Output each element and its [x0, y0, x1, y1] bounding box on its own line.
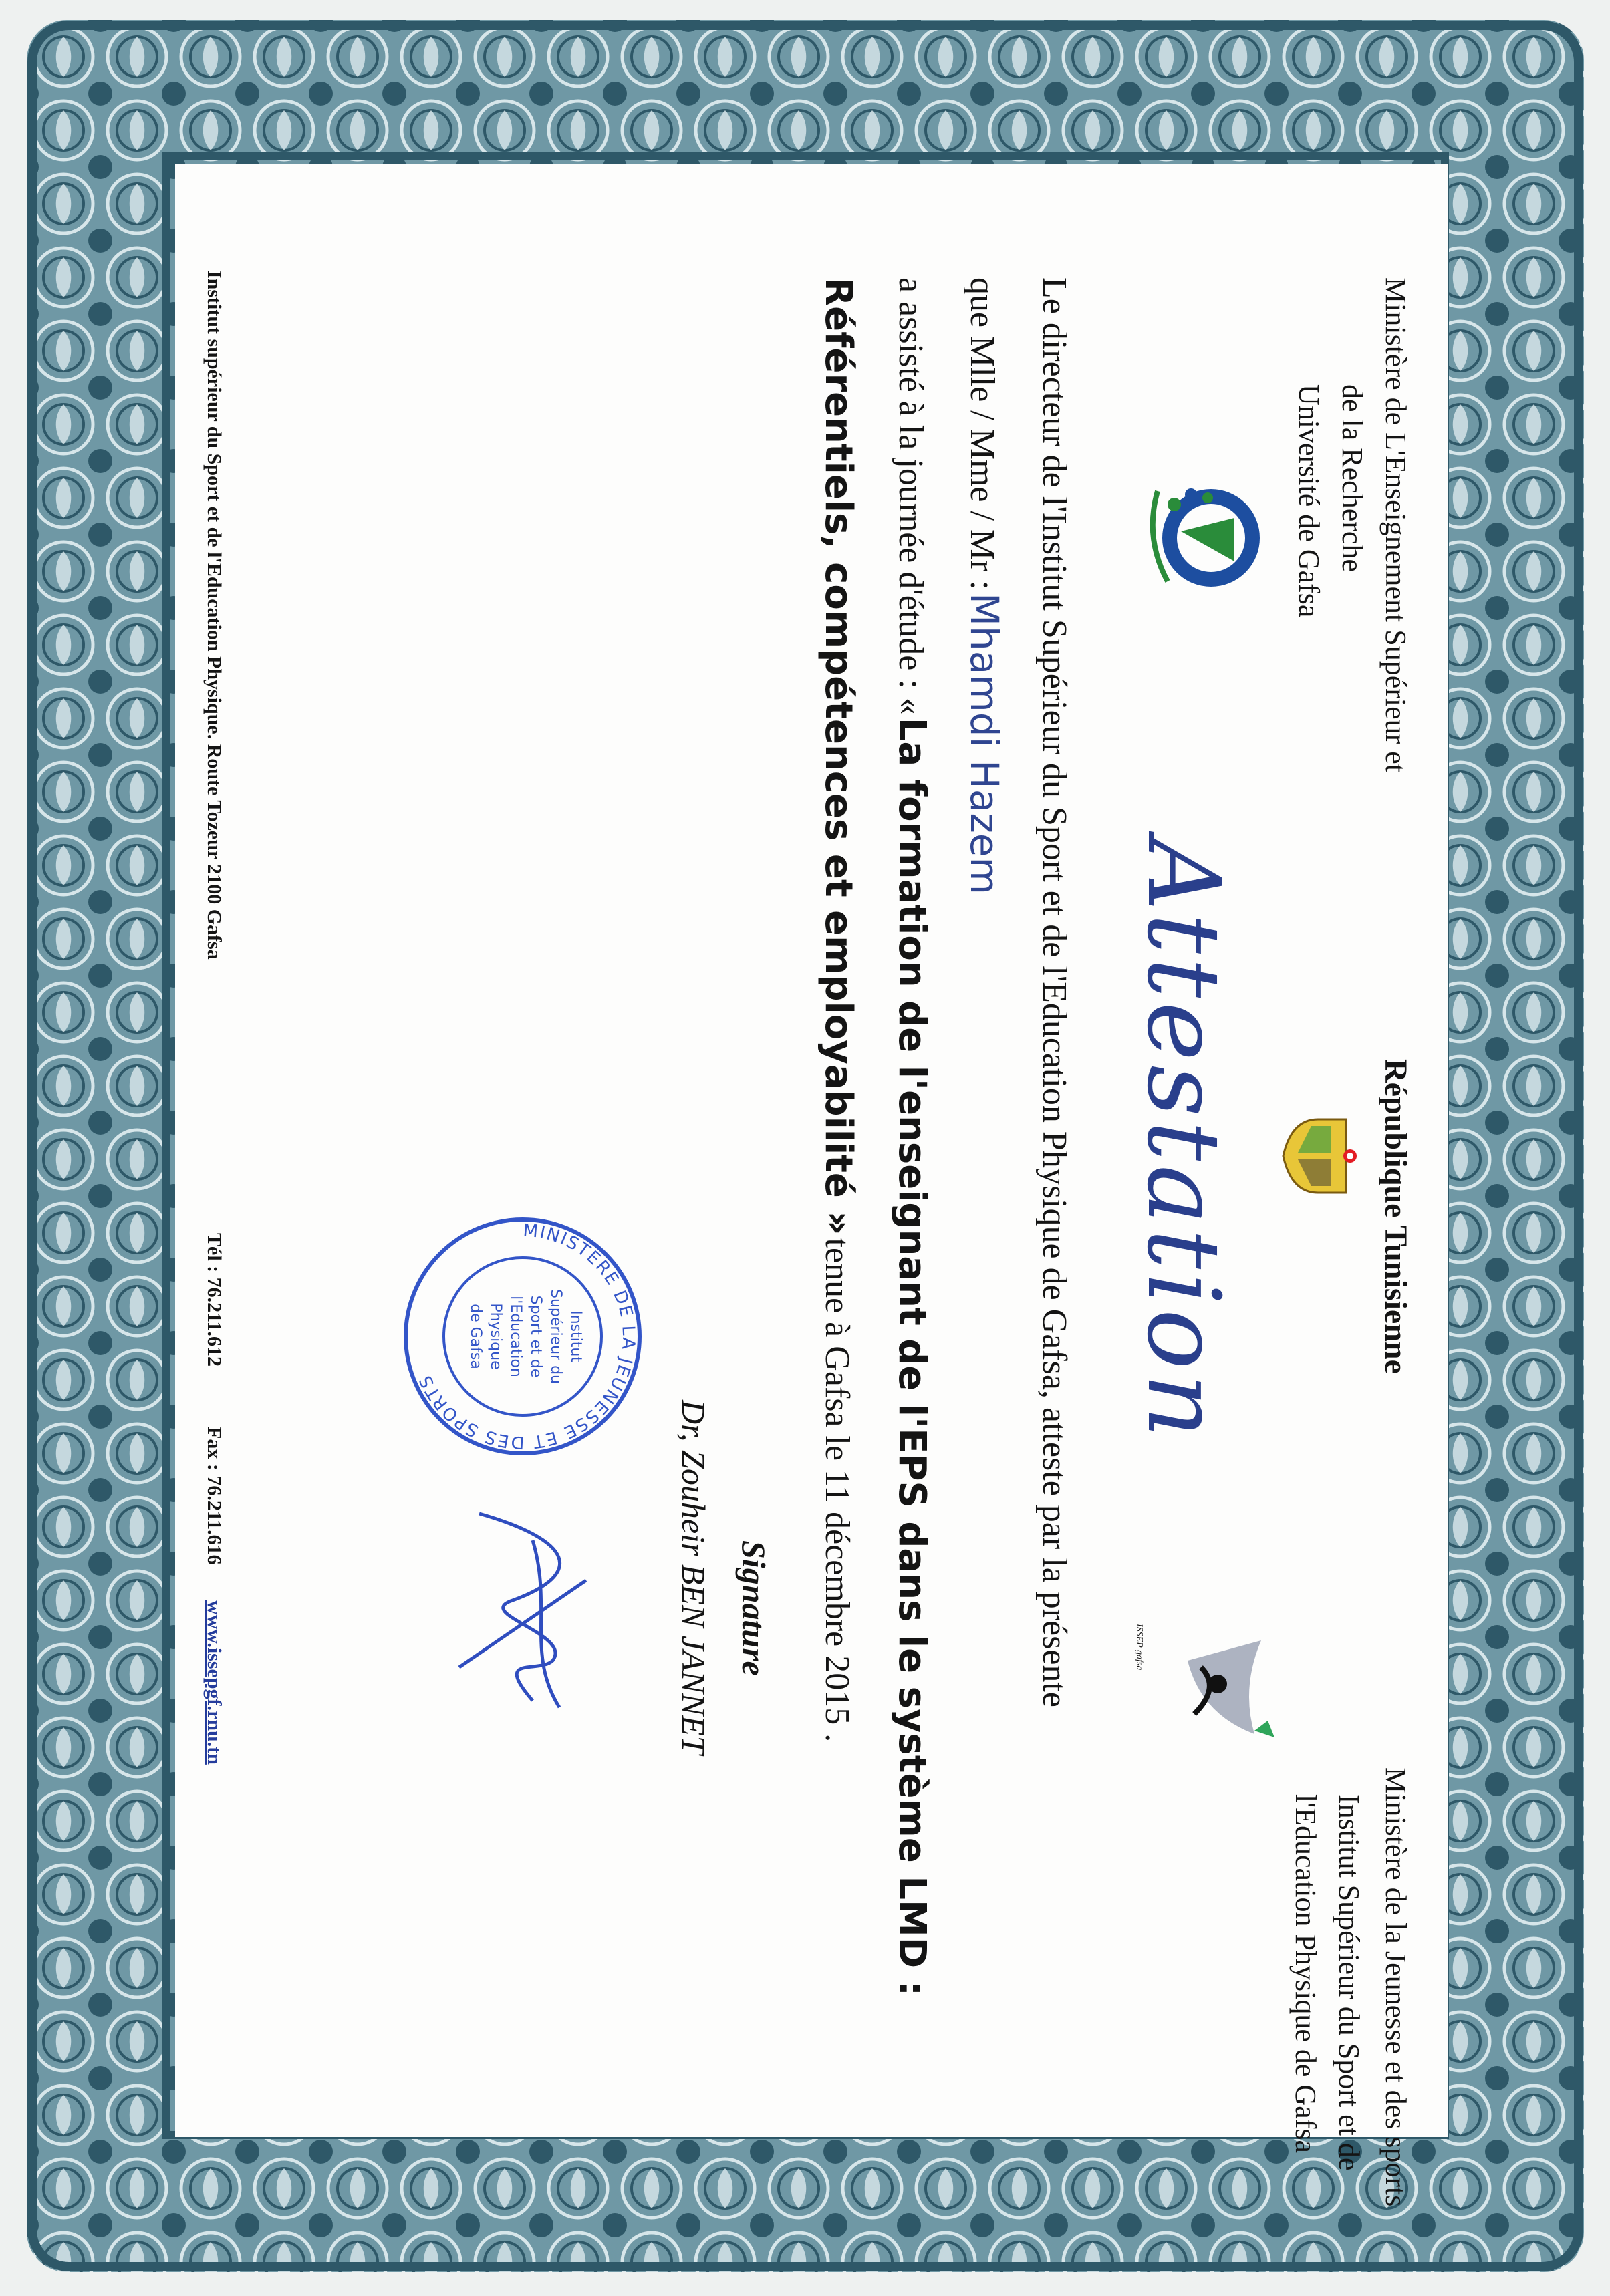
ministry-higher-education: Ministère de L'Enseignement Supérieur et — [1379, 277, 1412, 773]
signature-label: Signature — [735, 1540, 773, 1676]
body-line-4 — [817, 277, 860, 1742]
stamp-line-2: Supérieur du — [547, 1289, 564, 1384]
signatory-name: Dr, Zouheir BEN JANNET — [675, 1400, 712, 1755]
rotated-content — [175, 164, 1448, 2207]
attended-text: a assisté à la journée d'étude : « — [892, 277, 930, 715]
stamp-ring-text: MINISTERE DE LA JEUNESSE ET DES SPORTS — [415, 1220, 639, 1453]
stamp-line-3: Sport et de — [527, 1295, 544, 1378]
study-day-title: La formation de l'enseignant de l'EPS dans le système LMD : — [890, 717, 934, 1997]
stamp-line-6: de Gafsa — [467, 1304, 484, 1369]
footer-website-link[interactable]: www.issepgf.rnu.tn — [203, 1600, 225, 1765]
issep-logo-caption: ISSEP gafsa — [1134, 1624, 1144, 1671]
stamp-line-4: l'Education — [507, 1296, 524, 1377]
institute-name-line2: l'Education Physique de Gafsa — [1289, 1794, 1322, 2154]
university-name: Université de Gafsa — [1293, 384, 1325, 618]
study-day-subtitle: Référentiels, compétences et employabilité » — [817, 277, 860, 1236]
handwritten-signature-icon — [446, 1500, 613, 1721]
body-line-3 — [890, 277, 934, 1996]
date-location: tenue à Gafsa le 11 décembre 2015 . — [818, 1238, 856, 1743]
stamp-line-1: Institut — [567, 1310, 584, 1362]
stamp-line-5: Physique — [487, 1303, 504, 1370]
footer-fax: Fax : 76.211.616 — [203, 1427, 225, 1565]
ministry-research: de la Recherche — [1336, 384, 1369, 572]
official-stamp-icon — [399, 1213, 646, 1460]
footer-tel: Tél : 76.211.612 — [203, 1233, 225, 1367]
certificate-title: Attestation — [1125, 839, 1241, 1442]
institute-name-line1: Institut Supérieur du Sport et de — [1333, 1794, 1365, 2171]
university-logo-icon — [1141, 464, 1274, 611]
body-line-2 — [962, 277, 1007, 895]
country-name: République Tunisienne — [1378, 1059, 1414, 1374]
footer-address: Institut supérieur du Sport et de l'Education Physique. Route Tozeur 2100 Gafsa — [203, 271, 225, 960]
coat-of-arms-icon — [1278, 1099, 1358, 1213]
ministry-youth-sports: Ministère de la Jeunesse et des sports — [1379, 1767, 1412, 2207]
name-prefix: que Mlle / Mme / Mr : — [963, 277, 1001, 590]
participant-name: Mhamdi Hazem — [962, 592, 1007, 895]
body-line-1: Le directeur de l'Institut Supérieur du Sport et de l'Education Physique de Gafsa, atteste par la présente — [1035, 277, 1073, 1707]
issep-logo-icon — [1141, 1620, 1281, 1754]
